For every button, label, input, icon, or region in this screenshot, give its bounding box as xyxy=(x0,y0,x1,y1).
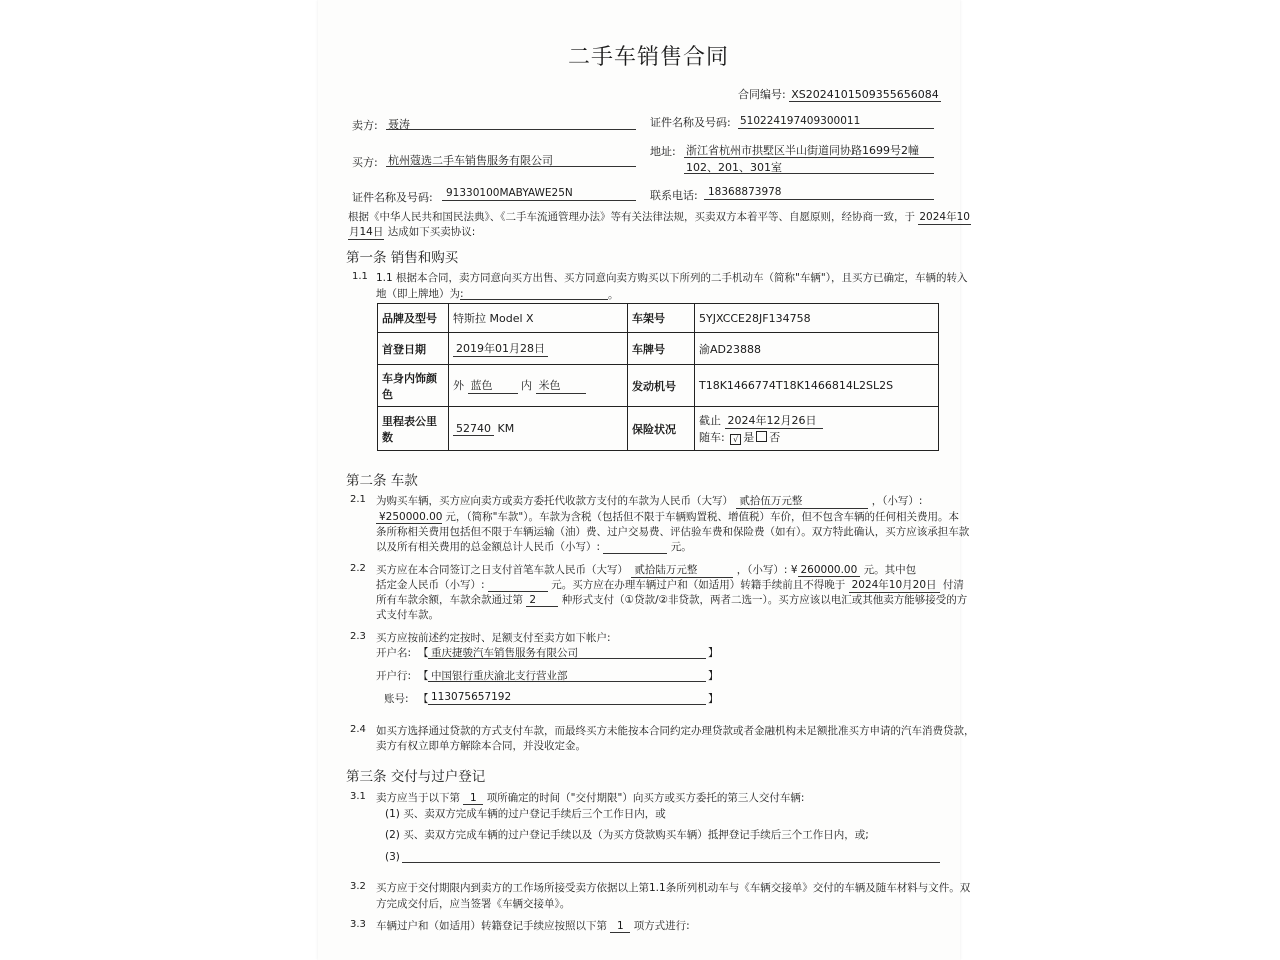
c22-text-l2b: 元。买方应在办理车辆过户和（如适用）转籍手续前且不得晚于 xyxy=(551,579,846,591)
clause-3-1-number: 3.1 xyxy=(350,791,366,802)
mileage-label xyxy=(378,407,449,451)
bracket-left-3: 【 xyxy=(418,693,429,705)
clause-2-2-line-4: 式支付车款。 xyxy=(376,609,439,621)
c22-text-l3a: 所有车款余额，车款余款通过第 xyxy=(376,594,523,606)
bracket-left-1: 【 xyxy=(418,647,429,659)
clause-3-2-line-1: 买方应于交付期限内到卖方的工作场所接受卖方依据以上第1.1条所列机动车与《车辆交接单》交付的车辆及随车材料与文件。双 xyxy=(376,882,971,894)
plate-value: 渝AD23888 xyxy=(695,333,939,365)
c22-text-c: 元。其中包 xyxy=(863,564,917,576)
clause-2-2-line-3 xyxy=(376,592,967,607)
buyer-name: 杭州蔻选二手车销售服务有限公司 xyxy=(388,154,553,167)
reg-date-label: 首登日期 xyxy=(378,333,449,365)
c22-text-b: ，（小写）: ¥ xyxy=(736,564,798,576)
mileage-cell xyxy=(449,407,628,451)
brand-value: 特斯拉 Model X xyxy=(449,304,628,333)
clause-2-1-number: 2.1 xyxy=(350,494,366,505)
phone-label: 联系电话: xyxy=(650,189,698,202)
engine-label: 发动机号 xyxy=(628,365,695,407)
insurance-cell xyxy=(695,407,939,451)
c22-small-amount: 260000.00 xyxy=(798,564,861,577)
clause-2-3-text: 买方应按前述约定按时、足额支付至卖方如下帐户: xyxy=(376,632,611,644)
int-prefix: 内 xyxy=(521,379,532,392)
color-label-1: 车身内饰颜 xyxy=(382,371,437,385)
c22-text-a: 买方应在本合同签订之日支付首笔车款人民币（大写） xyxy=(376,564,628,576)
c21-text-l2: 元，（简称"车款"）。车款为含税（包括但不限于车辆购置税、增值税）车价，但不包含车辆的任何相关费用。本 xyxy=(445,511,960,523)
seller-id-label: 证件名称及号码: xyxy=(650,116,731,129)
c31-text-a: 卖方应当于以下第 xyxy=(376,792,460,804)
buyer-id-label: 证件名称及号码: xyxy=(352,191,433,204)
document-title: 二手车销售合同 xyxy=(568,45,730,70)
account-bank-label: 开户行: xyxy=(376,670,412,682)
c22-deadline: 2024年10月20日 xyxy=(849,577,940,593)
clause-2-4-number: 2.4 xyxy=(350,724,366,735)
clause-2-4-line-2: 卖方有权立即单方解除本合同，并没收定金。 xyxy=(376,740,586,752)
clause-2-2-number: 2.2 xyxy=(350,563,366,574)
mileage-value: 52740 xyxy=(453,422,494,436)
clause-1-1-text-2: 地（即上牌地）为: xyxy=(376,288,464,300)
clause-3-1-text xyxy=(376,790,804,805)
no-checkbox[interactable] xyxy=(756,431,767,442)
c22-text-l2a: 括定金人民币（小写）: xyxy=(376,579,485,591)
clause-3-3-number: 3.3 xyxy=(350,919,366,930)
insurance-follow-label: 随车: xyxy=(699,431,725,444)
ext-prefix: 外 xyxy=(453,379,464,392)
account-name: 重庆捷骏汽车销售服务有限公司 xyxy=(431,647,578,659)
clause-3-3-text xyxy=(376,918,690,933)
account-number: 113075657192 xyxy=(431,691,512,703)
vehicle-info-table xyxy=(377,303,939,451)
clause-1-1-number: 1.1 xyxy=(352,271,368,282)
clause-3-1-item-2: (2) 买、卖双方完成车辆的过户登记手续以及（为买方贷款购买车辆）抵押登记手续后三个工作日内，或; xyxy=(385,829,869,841)
clause-3-2-line-2: 方完成交付后，应当签署《车辆交接单》。 xyxy=(376,898,571,910)
c31-text-b: 项所确定的时间（"交付期限"）向买方或买方委托的第三人交付车辆: xyxy=(486,792,805,804)
article-3-heading: 第三条 交付与过户登记 xyxy=(346,769,486,785)
int-color: 米色 xyxy=(536,377,586,394)
insurance-prefix: 截止 xyxy=(699,414,721,427)
insurance-date: 2024年12月26日 xyxy=(725,412,823,429)
yes-label: 是 xyxy=(743,431,755,444)
intro-date-b: 月14日 xyxy=(349,226,384,238)
clause-2-1-line-1 xyxy=(376,493,922,509)
contract-number-row xyxy=(738,86,941,102)
buyer-id: 91330100MABYAWE25N xyxy=(446,187,573,199)
article-2-heading: 第二条 车款 xyxy=(346,473,418,489)
vin-label: 车架号 xyxy=(628,304,695,333)
contract-number-label: 合同编号: xyxy=(738,88,786,101)
address-label: 地址: xyxy=(650,145,676,158)
account-number-label: 账号: xyxy=(384,693,409,705)
vin-value: 5YJXCCE28JF134758 xyxy=(695,304,939,333)
account-name-label: 开户名: xyxy=(376,647,412,659)
article-1-heading: 第一条 销售和购买 xyxy=(346,250,459,266)
c21-small-amount: ¥250000.00 xyxy=(376,511,442,524)
plate-label: 车牌号 xyxy=(628,333,695,365)
ext-color: 蓝色 xyxy=(468,377,518,394)
clause-2-3-number: 2.3 xyxy=(350,631,366,642)
clause-3-1-item-3: (3) xyxy=(385,851,400,863)
seller-id: 510224197409300011 xyxy=(740,115,861,127)
intro-text-b: 达成如下买卖协议: xyxy=(387,226,476,238)
reg-date-cell xyxy=(449,333,628,365)
color-label-2: 色 xyxy=(382,387,393,401)
c33-text-a: 车辆过户和（如适用）转籍登记手续应按照以下第 xyxy=(376,920,607,932)
clause-2-4-line-1: 如买方选择通过贷款的方式支付车款，而最终买方未能按本合同约定办理贷款或者金融机构未足额批准买方申请的汽车消费贷款， xyxy=(376,725,975,737)
c21-text-a: 为购买车辆，买方应向卖方或卖方委托代收款方支付的车款为人民币（大写） xyxy=(376,495,733,507)
bracket-left-2: 【 xyxy=(418,670,429,682)
c22-text-l2c: 付清 xyxy=(942,579,964,591)
c22-text-l3b: 种形式支付（①贷款/②非贷款，两者二选一）。买方应该以电汇或其他卖方能够接受的方 xyxy=(561,594,968,606)
no-label: 否 xyxy=(769,431,781,444)
bracket-right-3: 】 xyxy=(708,693,719,705)
clause-1-1-end: 。 xyxy=(608,289,619,301)
c21-text-l4b: 元。 xyxy=(670,541,692,553)
color-cell xyxy=(449,365,628,407)
reg-date-value: 2019年01月28日 xyxy=(453,340,548,357)
c31-option: 1 xyxy=(463,792,483,805)
yes-checkbox[interactable]: √ xyxy=(730,434,741,445)
bracket-right-1: 】 xyxy=(708,647,719,659)
c22-upper-amount: 贰拾陆万元整 xyxy=(631,562,733,578)
c21-upper-amount: 贰拾伍万元整 xyxy=(736,493,868,509)
clause-2-1-line-2 xyxy=(376,509,959,524)
clause-2-1-line-4 xyxy=(376,539,692,554)
clause-2-2-line-2 xyxy=(376,577,964,593)
intro-line-1 xyxy=(348,209,971,225)
buyer-label: 买方: xyxy=(352,156,378,169)
seller-label: 卖方: xyxy=(352,119,378,132)
contract-number: XS2024101509355656084 xyxy=(791,88,939,101)
account-bank: 中国银行重庆渝北支行营业部 xyxy=(431,670,568,682)
engine-value: T18K1466774T18K1466814L2SL2S xyxy=(695,365,939,407)
intro-date-a: 2024年10 xyxy=(919,211,970,223)
clause-3-2-number: 3.2 xyxy=(350,881,366,892)
c21-text-b: ，（小写）: xyxy=(871,495,923,507)
clause-2-1-line-3: 条所称相关费用包括但不限于车辆运输（油）费、过户交易费、评估验车费和保险费（如有）。双方特此确认，买方应该承担车款 xyxy=(376,526,970,538)
intro-line-2 xyxy=(348,224,475,240)
c21-text-l4a: 以及所有相关费用的总金额总计人民币（小写）: xyxy=(376,541,601,553)
address-line-1: 浙江省杭州市拱墅区半山街道同协路1699号2幢 xyxy=(686,144,919,157)
bracket-right-2: 】 xyxy=(708,670,719,682)
clause-2-2-line-1 xyxy=(376,562,916,578)
clause-3-1-item-1: (1) 买、卖双方完成车辆的过户登记手续后三个工作日内，或 xyxy=(385,808,666,820)
phone: 18368873978 xyxy=(708,186,782,198)
c22-option: 2 xyxy=(526,594,558,607)
insurance-label: 保险状况 xyxy=(628,407,695,451)
intro-text-a: 根据《中华人民共和国民法典》、《二手车流通管理办法》等有关法律法规，买卖双方本着平等、自愿原则，经协商一致，于 xyxy=(348,211,915,223)
clause-1-1-text: 1.1 根据本合同，卖方同意向买方出售、买方同意向卖方购买以下所列的二手机动车（简称"车辆"），且买方已确定，车辆的转入 xyxy=(376,272,968,284)
mileage-label-2: 数 xyxy=(382,430,393,444)
brand-label: 品牌及型号 xyxy=(378,304,449,333)
mileage-label-1: 里程表公里 xyxy=(382,414,437,428)
mileage-unit: KM xyxy=(497,421,515,435)
color-label xyxy=(378,365,449,407)
c33-option: 1 xyxy=(610,920,630,933)
c33-text-b: 项方式进行: xyxy=(633,920,690,932)
address-line-2: 102、201、301室 xyxy=(686,161,782,174)
seller-name: 聂涛 xyxy=(388,118,410,131)
